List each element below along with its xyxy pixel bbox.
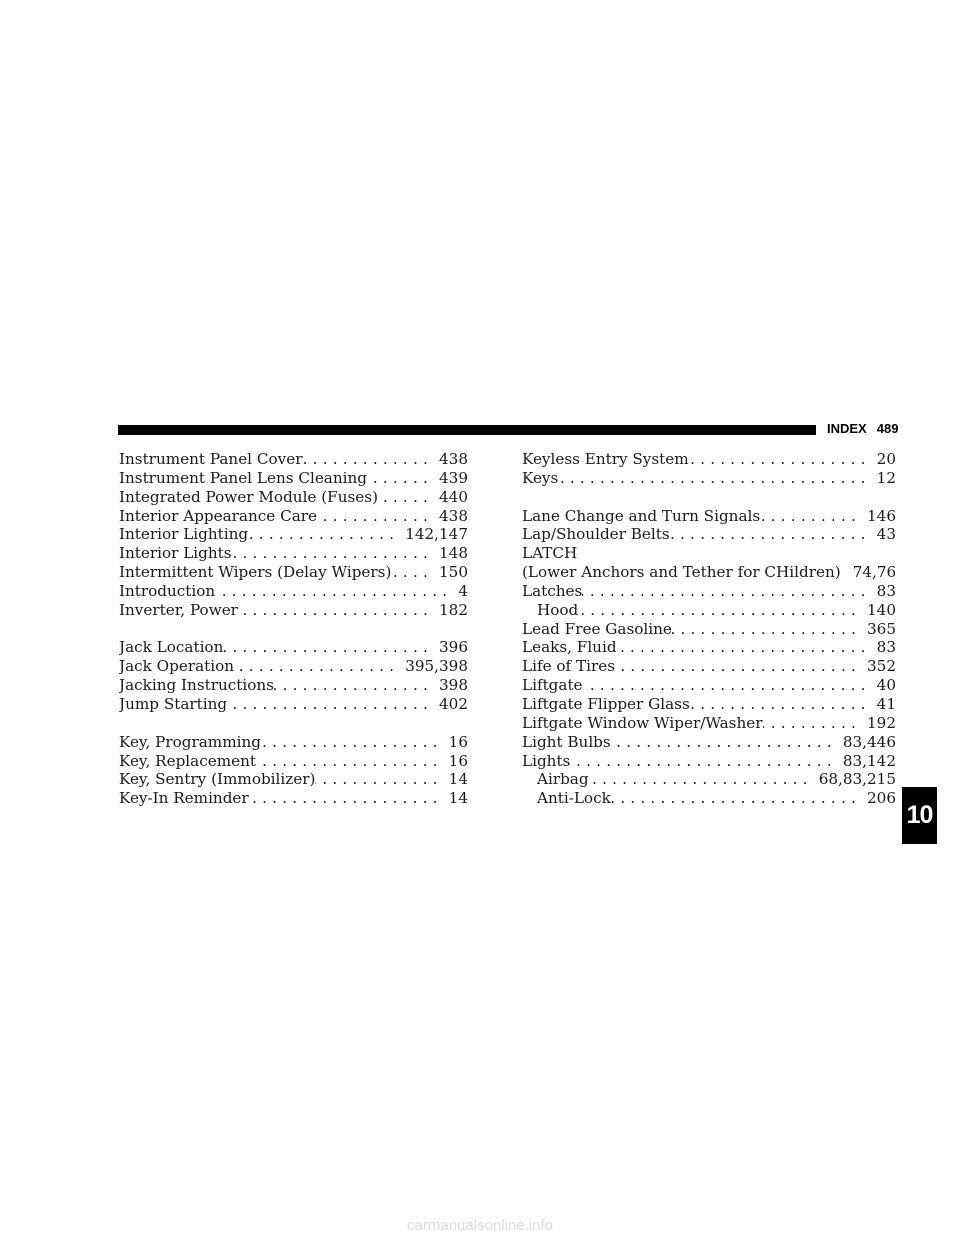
dot-leader — [672, 620, 867, 639]
entry-label: Key, Sentry (Immobilizer) — [119, 770, 316, 789]
dot-leader — [315, 770, 448, 789]
dot-leader — [841, 563, 853, 582]
entry-pages: 4 — [458, 581, 468, 600]
dot-leader — [760, 507, 867, 526]
entry-label: Keys — [522, 468, 559, 487]
index-entry — [119, 563, 468, 582]
index-entry — [119, 544, 468, 563]
index-entry — [119, 638, 468, 657]
dot-leader — [558, 469, 876, 488]
entry-label: Lights — [522, 751, 571, 770]
entry-pages: 192 — [867, 713, 896, 732]
entry-label: Airbag — [537, 770, 589, 789]
index-entry — [522, 582, 896, 601]
entry-pages: 14 — [448, 789, 468, 808]
dot-leader — [670, 525, 877, 544]
entry-pages: 146 — [867, 506, 896, 525]
dot-leader — [615, 657, 867, 676]
entry-pages: 365 — [867, 619, 896, 638]
entry-label: Key-In Reminder — [119, 789, 249, 808]
index-entry — [119, 582, 468, 601]
index-entry — [119, 450, 468, 469]
entry-label: Jack Operation — [119, 657, 235, 676]
entry-pages: 12 — [876, 468, 896, 487]
dot-leader — [317, 507, 439, 526]
index-entry — [119, 695, 468, 714]
entry-label: Life of Tires — [522, 657, 616, 676]
entry-pages: 43 — [876, 525, 896, 544]
index-column-right — [522, 450, 896, 808]
entry-label: Key, Programming — [119, 732, 261, 751]
entry-pages: 41 — [876, 694, 896, 713]
index-entry — [522, 676, 896, 695]
entry-label: Instrument Panel Cover — [119, 450, 303, 468]
chapter-tab: 10 — [902, 787, 937, 844]
entry-pages: 83 — [876, 638, 896, 657]
entry-pages: 182 — [439, 600, 468, 619]
index-entry — [119, 488, 468, 507]
index-entry — [522, 620, 896, 639]
index-subentry — [522, 789, 896, 808]
header-rule — [118, 425, 816, 435]
dot-leader — [215, 582, 458, 601]
entry-label: Integrated Power Module (Fuses) — [119, 487, 378, 506]
dot-leader — [378, 488, 439, 507]
dot-leader — [234, 657, 405, 676]
entry-label: Hood — [537, 600, 579, 619]
index-entry — [522, 714, 896, 733]
dot-leader — [690, 695, 877, 714]
dot-leader — [367, 469, 439, 488]
entry-label: Instrument Panel Lens Cleaning — [119, 468, 368, 487]
index-entry — [119, 601, 468, 620]
dot-leader — [578, 601, 867, 620]
index-entry — [522, 563, 896, 582]
page-number: 489 — [876, 421, 899, 436]
dot-leader — [589, 770, 819, 789]
entry-label: Key, Replacement — [119, 751, 256, 770]
index-subentry — [522, 770, 896, 789]
index-entry — [119, 657, 468, 676]
entry-label: Liftgate Flipper Glass — [522, 694, 690, 713]
dot-leader — [617, 638, 877, 657]
index-entry — [522, 733, 896, 752]
dot-leader — [261, 733, 449, 752]
entry-label: Jack Location — [119, 638, 224, 657]
index-entry — [522, 695, 896, 714]
entry-pages: 68,83,215 — [818, 770, 896, 789]
entry-pages: 438 — [439, 450, 468, 468]
index-entry-heading — [522, 544, 896, 563]
entry-label: Light Bulbs — [522, 732, 611, 751]
index-subentry — [522, 601, 896, 620]
entry-pages: 140 — [867, 600, 896, 619]
entry-pages: 20 — [876, 450, 896, 468]
entry-label: Introduction — [119, 581, 216, 600]
entry-pages: 438 — [439, 506, 468, 525]
index-entry — [522, 657, 896, 676]
dot-leader — [227, 695, 439, 714]
entry-label: Keyless Entry System — [522, 450, 689, 468]
dot-leader — [256, 752, 449, 771]
page-header — [827, 421, 898, 436]
entry-pages: 440 — [439, 487, 468, 506]
index-entry — [119, 733, 468, 752]
entry-pages: 396 — [439, 638, 468, 657]
index-entry — [119, 507, 468, 526]
dot-leader — [274, 676, 439, 695]
dot-leader — [611, 789, 867, 808]
entry-pages: 395,398 — [405, 657, 468, 676]
index-entry — [522, 638, 896, 657]
entry-label: Lead Free Gasoline — [522, 619, 672, 638]
entry-pages: 40 — [876, 676, 896, 695]
entry-label: Interior Lighting — [119, 525, 249, 544]
index-column-left — [119, 450, 468, 808]
entry-pages: 150 — [439, 563, 468, 582]
dot-leader — [689, 450, 877, 469]
entry-pages: 148 — [439, 544, 468, 563]
dot-leader — [249, 789, 449, 808]
index-entry — [119, 469, 468, 488]
entry-pages: 398 — [439, 676, 468, 695]
entry-label: Jacking Instructions — [119, 676, 274, 695]
entry-pages: 206 — [867, 789, 896, 808]
dot-leader — [238, 601, 439, 620]
entry-pages: 14 — [448, 770, 468, 789]
index-entry — [119, 789, 468, 808]
dot-leader — [611, 733, 843, 752]
dot-leader — [391, 563, 439, 582]
entry-label: Inverter, Power — [119, 600, 238, 619]
dot-leader — [248, 525, 405, 544]
entry-label: Latches — [522, 581, 583, 600]
entry-label: Liftgate — [522, 676, 583, 695]
entry-label: Lap/Shoulder Belts — [522, 525, 670, 544]
entry-pages: 439 — [439, 468, 468, 487]
index-entry — [522, 450, 896, 469]
entry-label: Interior Appearance Care — [119, 506, 318, 525]
index-entry — [119, 525, 468, 544]
dot-leader — [570, 752, 843, 771]
entry-label: Jump Starting — [119, 694, 228, 713]
dot-leader — [232, 544, 439, 563]
index-entry — [522, 469, 896, 488]
entry-pages: 74,76 — [852, 563, 896, 582]
entry-label: Intermittent Wipers (Delay Wipers) — [119, 563, 392, 582]
entry-label: Interior Lights — [119, 544, 232, 563]
entry-label: LATCH — [522, 544, 578, 563]
index-entry — [522, 752, 896, 771]
dot-leader — [223, 638, 439, 657]
dot-leader — [302, 450, 439, 469]
index-entry — [119, 770, 468, 789]
section-title: INDEX — [827, 421, 867, 436]
index-entry — [522, 507, 896, 526]
entry-pages: 402 — [439, 694, 468, 713]
entry-pages: 16 — [448, 751, 468, 770]
entry-pages: 16 — [448, 732, 468, 751]
entry-label: Leaks, Fluid — [522, 638, 617, 657]
entry-pages: 352 — [867, 657, 896, 676]
index-entry — [119, 752, 468, 771]
entry-pages: 83,446 — [842, 732, 896, 751]
entry-label: Lane Change and Turn Signals — [522, 506, 761, 525]
entry-label: Liftgate Window Wiper/Washer — [522, 713, 763, 732]
entry-pages: 142,147 — [405, 525, 468, 544]
entry-pages: 83 — [876, 581, 896, 600]
dot-leader — [763, 714, 868, 733]
entry-label: Anti-Lock — [537, 789, 611, 808]
dot-leader — [582, 582, 876, 601]
index-entry — [522, 525, 896, 544]
watermark-text: carmanualsonline.info — [407, 1217, 553, 1234]
entry-label: (Lower Anchors and Tether for CHildren) — [522, 563, 841, 582]
index-entry — [119, 676, 468, 695]
dot-leader — [583, 676, 877, 695]
entry-pages: 83,142 — [842, 751, 896, 770]
